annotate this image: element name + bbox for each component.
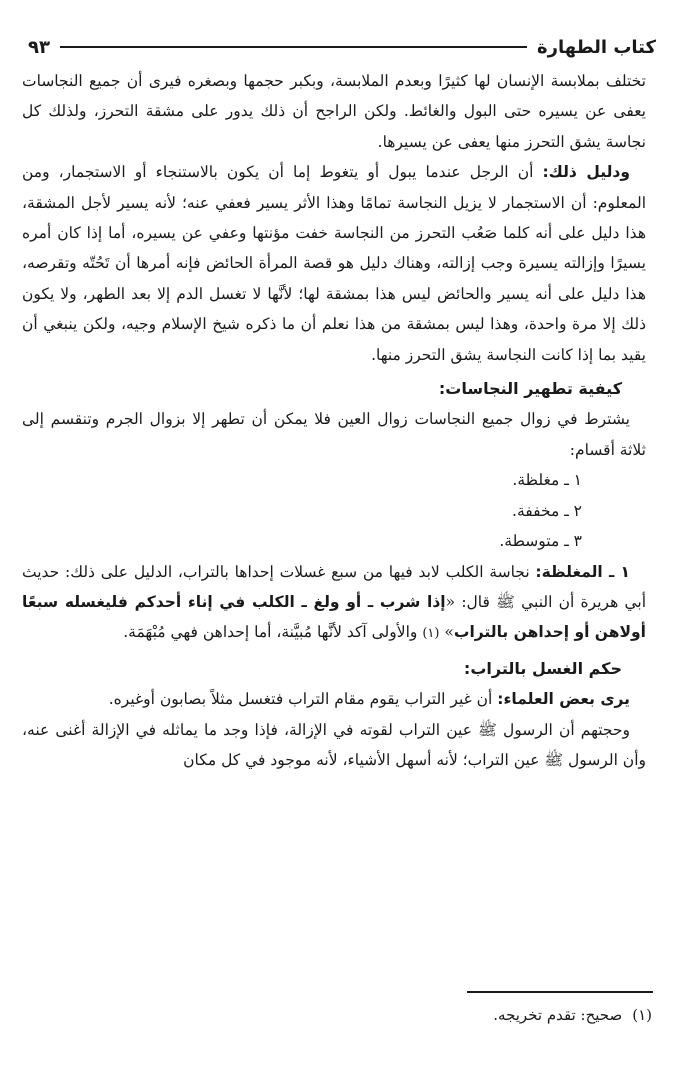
paragraph-4-lead: ١ ـ المغلظة: <box>535 562 630 581</box>
paragraph-2-lead: ودليل ذلك: <box>542 163 630 182</box>
paragraph-4-text-3: والأولى آكد لأنَّها مُبيَّنة، أما إحداهن فهي مُبْهَمَة. <box>123 623 423 642</box>
paragraph-2-text: أن الرجل عندما يبول أو يتغوط إما أن يكون بالاستنجاء أو الاستجمار، ومن المعلوم: أن الاستجمار لا يزيل النجاسة تمامًا وهذا الأثر يسير فعفي عنه؛ لأنه يسير لأجل المشقة، هذا دليل على أنه كلما صَعُب التحرز من النجاسة خفت مؤنتها وعفي عن يسيره، أما إذا كان أمره يسيرًا وإزالته يسيرة وجب إزالته، وهناك دليل هو قصة المرأة الحائض فإنه أمرها أن تَحُتّه وتقرصه، هذا دليل على أنه يسير والحائض ليس هذا بمشقة لها؛ لأنَّها لا تغسل الدم إلا بعد الطهر، ولا يكون ذلك إلا مرة واحدة، وهذا ليس بمشقة من هذا نعلم أن ما ذكره شيخ الإسلام وجيه، ولكن ينبغي أن يقيد بما إذا كانت النجاسة يشق التحرز منها. <box>22 163 646 364</box>
footnote <box>493 1004 652 1026</box>
footnote-reference[interactable]: (١) <box>422 626 440 642</box>
paragraph-6: وحجتهم أن الرسول ﷺ عين التراب لقوته في الإزالة، فإذا وجد ما يماثله في الإزالة أغنى عنه، وأن الرسول ﷺ عين التراب؛ لأنه أسهل الأشياء، لأنه موجود في كل مكان <box>22 720 646 769</box>
page-header <box>28 30 656 64</box>
page-body <box>22 66 646 972</box>
list-item-1: ١ ـ مغلظة. <box>512 471 582 490</box>
paragraph-4-text-2: » <box>439 623 454 642</box>
footnote-number: (١) <box>632 1006 652 1024</box>
paragraph-4-text-1: نجاسة الكلب لابد فيها من سبع غسلات إحداها بالتراب، الدليل على ذلك: حديث أبي هريرة أن النبي ﷺ قال: « <box>22 562 646 611</box>
section-heading-soil-washing: حكم الغسل بالتراب: <box>463 658 622 678</box>
paragraph-2 <box>22 157 646 370</box>
hadith-quote: إذا شرب ـ أو ولغ ـ الكلب في إناء أحدكم فليغسله سبعًا أولاهن أو إحداهن بالتراب <box>22 592 646 642</box>
paragraph-5-text: أن غير التراب يقوم مقام التراب فتغسل مثلاً بصابون أوغيره. <box>108 690 498 709</box>
paragraph-5 <box>22 684 646 714</box>
paragraph-4 <box>22 557 646 650</box>
page-number: ٩٣ <box>28 36 50 58</box>
section-heading-purification: كيفية تطهير النجاسات: <box>438 379 622 399</box>
list-item-3: ٣ ـ متوسطة. <box>499 532 582 551</box>
header-rule <box>60 46 527 48</box>
footnote-text: صحيح: تقدم تخريجه. <box>493 1006 623 1024</box>
footnote-divider <box>467 991 653 993</box>
paragraph-3: يشترط في زوال جميع النجاسات زوال العين فلا يمكن أن تطهر إلا بزوال الجرم وتنقسم إلى ثلاثة أقسام: <box>22 410 646 459</box>
paragraph-1: تختلف بملابسة الإنسان لها كثيرًا وبعدم الملابسة، وبكبر حجمها وبصغره فيرى أن جميع النجاسات يعفى عن يسيره حتى البول والغائط. ولكن الراجح أن ذلك يدور على مشقة التحرز، ولذلك كل نجاسة يشق التحرز منها يعفى عن يسيرها. <box>22 72 646 151</box>
chapter-title: كتاب الطهارة <box>536 36 656 58</box>
paragraph-5-lead: يرى بعض العلماء: <box>497 690 630 709</box>
list-item-2: ٢ ـ مخففة. <box>512 501 582 520</box>
